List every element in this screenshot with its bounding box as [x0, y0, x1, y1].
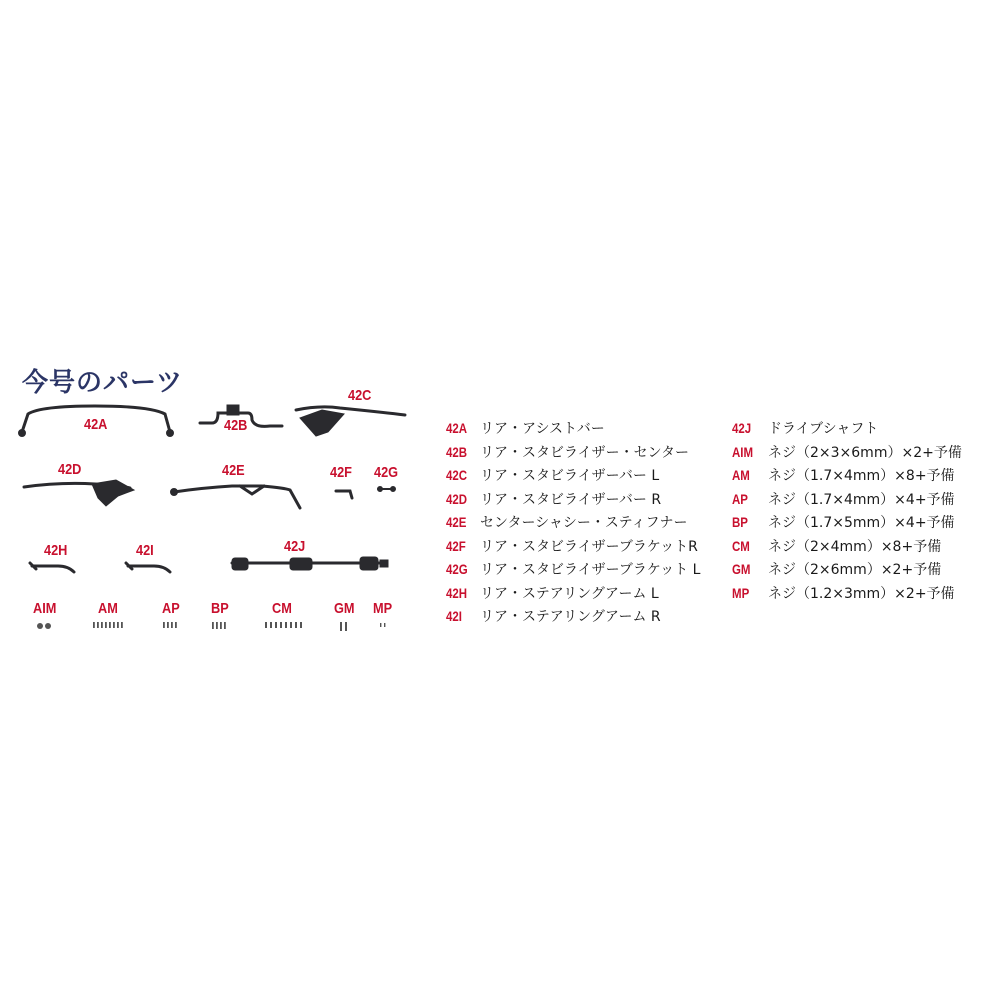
- part-42e-shape: [172, 486, 301, 508]
- list-item-name: ネジ（2×3×6mm）×2+予備: [768, 444, 962, 461]
- list-item-code: 42B: [446, 443, 468, 460]
- list-item-name: ネジ（1.2×3mm）×2+予備: [768, 585, 955, 602]
- list-item-code: 42J: [732, 420, 752, 436]
- parts-list-right: [732, 417, 962, 605]
- part-42f-shape: [336, 491, 352, 498]
- list-item: [732, 582, 962, 606]
- list-item-name: リア・スタビライザーバー R: [480, 491, 662, 508]
- list-item-name: リア・スタビライザーブラケット L: [480, 562, 701, 578]
- list-item-name: センターシャシー・スティフナー: [480, 515, 688, 531]
- list-item: [446, 558, 700, 582]
- list-item: [732, 511, 962, 535]
- part-label-42h: 42H: [44, 542, 68, 559]
- list-item-code: AIM: [732, 443, 754, 460]
- hardware-label-aim: AIM: [33, 600, 57, 617]
- part-label-42b: 42B: [224, 417, 248, 434]
- list-item-name: ネジ（1.7×4mm）×4+予備: [768, 491, 955, 508]
- list-item-code: MP: [732, 584, 750, 601]
- list-item: [446, 464, 700, 488]
- list-item: [732, 464, 962, 488]
- part-label-42i: 42I: [136, 542, 154, 559]
- list-item-name: ネジ（2×6mm）×2+予備: [768, 562, 942, 578]
- screws-am: [93, 622, 123, 628]
- part-label-42a: 42A: [84, 416, 108, 433]
- list-item: [446, 488, 700, 512]
- part-42g-shape: [378, 487, 395, 491]
- parts-illustration: [0, 0, 440, 1000]
- parts-photo-area: [0, 0, 440, 1000]
- screws-gm: [340, 622, 347, 631]
- list-item-code: AM: [732, 467, 750, 483]
- list-item: [446, 605, 700, 629]
- screws-mp: [380, 623, 385, 627]
- part-42i-shape: [126, 563, 170, 572]
- list-item-name: ネジ（1.7×5mm）×4+予備: [768, 515, 955, 531]
- hardware-label-gm: GM: [334, 600, 355, 617]
- hardware-label-ap: AP: [162, 600, 180, 617]
- part-42d-shape: [24, 480, 134, 506]
- list-item-code: 42H: [446, 584, 468, 601]
- list-item: [446, 441, 700, 465]
- list-item-name: リア・スタビライザー・センター: [480, 444, 690, 461]
- list-item-name: リア・ステアリングアーム R: [480, 609, 661, 625]
- part-label-42g: 42G: [374, 464, 399, 481]
- page-title: 今号のパーツ: [22, 368, 183, 398]
- list-item-code: 42E: [446, 514, 467, 530]
- list-item-name: リア・ステアリングアーム L: [480, 585, 659, 602]
- list-item-code: 42F: [446, 537, 466, 554]
- part-label-42j: 42J: [284, 538, 306, 555]
- part-label-42f: 42F: [330, 464, 352, 481]
- parts-list-left: [446, 417, 700, 629]
- part-42h-shape: [30, 563, 74, 572]
- list-item-code: CM: [732, 537, 750, 554]
- list-item: [732, 558, 962, 582]
- hardware-label-am: AM: [98, 600, 118, 617]
- part-label-42d: 42D: [58, 461, 82, 478]
- part-label-42e: 42E: [222, 462, 245, 479]
- list-item: [446, 511, 700, 535]
- list-item-code: AP: [732, 490, 748, 507]
- list-item: [732, 535, 962, 559]
- hardware-label-mp: MP: [373, 600, 393, 617]
- list-item-name: ネジ（2×4mm）×8+予備: [768, 538, 942, 555]
- list-item: [732, 417, 962, 441]
- hardware-label-bp: BP: [211, 600, 229, 617]
- hardware-screws: [37, 622, 385, 631]
- hardware-label-cm: CM: [272, 600, 292, 617]
- list-item-name: リア・スタビライザーバー L: [480, 468, 660, 484]
- list-item-code: 42D: [446, 490, 468, 507]
- screws-bp: [212, 622, 226, 629]
- list-item-code: 42C: [446, 467, 468, 483]
- list-item-code: GM: [732, 561, 751, 577]
- part-42j-shape: [232, 557, 388, 570]
- list-item: [446, 582, 700, 606]
- list-item-code: 42A: [446, 420, 468, 436]
- list-item-name: ネジ（1.7×4mm）×8+予備: [768, 468, 955, 484]
- list-item: [732, 488, 962, 512]
- list-item: [446, 535, 700, 559]
- part-42c-shape: [296, 407, 405, 436]
- list-item-name: リア・スタビライザーブラケットR: [480, 538, 698, 555]
- part-label-42c: 42C: [348, 387, 372, 404]
- screws-ap: [163, 622, 177, 628]
- list-item-code: 42G: [446, 561, 468, 577]
- screws-cm: [265, 622, 302, 628]
- list-item: [446, 417, 700, 441]
- list-item-code: 42I: [446, 608, 462, 624]
- list-item-code: BP: [732, 514, 748, 530]
- list-item-name: ドライブシャフト: [768, 421, 879, 437]
- list-item: [732, 441, 962, 465]
- list-item-name: リア・アシストバー: [480, 421, 605, 437]
